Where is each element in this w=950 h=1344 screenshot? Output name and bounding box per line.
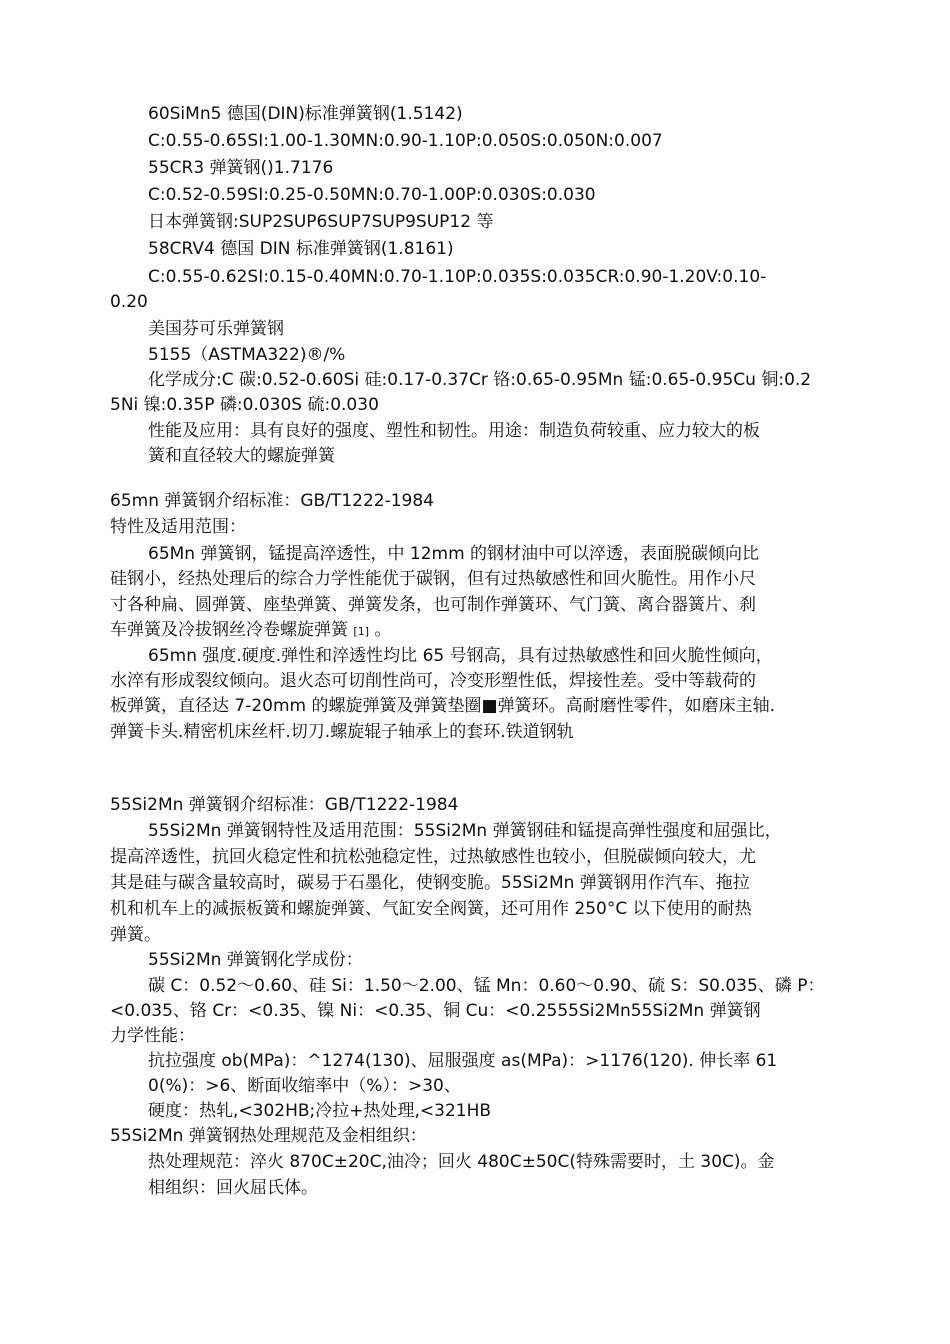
- text-line: 弹簧。: [110, 925, 161, 945]
- text-line: <0.035、铬 Cr：<0.35、镍 Ni：<0.35、铜 Cu：<0.2555Si2Mn55Si2Mn 弹簧钢: [110, 1001, 761, 1021]
- text-run: 。: [374, 620, 392, 640]
- text-line: 特性及适用范围：: [110, 517, 246, 537]
- text-line: C:0.55-0.62SI:0.15-0.40MN:0.70-1.10P:0.035S:0.035CR:0.90-1.20V:0.10-: [148, 267, 767, 287]
- text-line: 热处理规范：淬火 870C±20C,油冷；回火 480C±50C(特殊需要时，土 30C)。金: [148, 1152, 775, 1172]
- text-line: 碳 C：0.52〜0.60、硅 Si：1.50〜2.00、锰 Mn：0.60〜0.90、硫 S：S0.035、磷 P：: [148, 976, 825, 996]
- text-line: 5155（ASTMA322)®/%: [148, 345, 346, 365]
- text-run: 车弹簧及冷拔钢丝冷卷螺旋弹簧: [110, 620, 348, 640]
- text-line: 硅钢小，经热处理后的综合力学性能优于碳钢，但有过热敏感性和回火脆性。用作小尺: [110, 569, 756, 589]
- text-line: 性能及应用：具有良好的强度、塑性和韧性。用途：制造负荷较重、应力较大的板: [148, 421, 760, 441]
- text-line: 硬度：热轧,<302HB;冷拉+热处理,<321HB: [148, 1101, 492, 1121]
- text-line: 5Ni 镍:0.35P 磷:0.030S 硫:0.030: [110, 395, 379, 415]
- text-line: 美国芬可乐弹簧钢: [148, 319, 284, 339]
- text-line: 65mn 强度.硬度.弹性和淬透性均比 65 号钢高，具有过热敏感性和回火脆性倾向，: [148, 646, 773, 666]
- text-line: 55Si2Mn 弹簧钢特性及适用范围：55Si2Mn 弹簧钢硅和锰提高弹性强度和屈强比，: [148, 821, 782, 841]
- text-line: C:0.55-0.65SI:1.00-1.30MN:0.90-1.10P:0.050S:0.050N:0.007: [148, 131, 663, 151]
- text-line: 寸各种扁、圆弹簧、座垫弹簧、弹簧发条，也可制作弹簧环、气门簧、离合器簧片、刹: [110, 595, 756, 615]
- text-line: [110, 617, 391, 645]
- footnote-ref: [1]: [353, 625, 369, 638]
- text-line: 抗拉强度 ob(MPa)：^1274(130)、屈服强度 as(MPa)：>1176(120). 伸长率 61: [148, 1051, 778, 1071]
- text-line: 65Mn 弹簧钢，锰提高淬透性，中 12mm 的钢材油中可以淬透，表面脱碳倾向比: [148, 544, 760, 564]
- text-line: 58CRV4 德国 DIN 标准弹簧钢(1.8161): [148, 239, 454, 259]
- text-line: 力学性能：: [110, 1026, 195, 1046]
- section-heading: 55Si2Mn 弹簧钢介绍标准：GB/T1222-1984: [110, 795, 459, 815]
- text-line: 0.20: [110, 292, 148, 312]
- section-heading: 65mn 弹簧钢介绍标准：GB/T1222-1984: [110, 491, 434, 511]
- text-line: 55Si2Mn 弹簧钢热处理规范及金相组织：: [110, 1126, 427, 1146]
- text-line: 化学成分:C 碳:0.52-0.60Si 硅:0.17-0.37Cr 铬:0.65-0.95Mn 锰:0.65-0.95Cu 铜:0.2: [148, 370, 812, 390]
- text-line: 机和机车上的减振板簧和螺旋弹簧、气缸安全阀簧，还可用作 250°C 以下使用的耐热: [110, 899, 752, 919]
- text-line: 0(%)：>6、断面收缩率中（%）：>30、: [148, 1076, 461, 1096]
- text-line: 板弹簧，直径达 7-20mm 的螺旋弹簧及弹簧垫圈■弹簧环。高耐磨性零件，如磨床主轴.: [110, 696, 775, 716]
- text-line: 水淬有形成裂纹倾向。退火态可切削性尚可，冷变形塑性低，焊接性差。受中等载荷的: [110, 671, 756, 691]
- text-line: 簧和直径较大的螺旋弹簧: [148, 446, 335, 466]
- text-line: 相组织：回火屈氏体。: [148, 1178, 318, 1198]
- text-line: C:0.52-0.59SI:0.25-0.50MN:0.70-1.00P:0.030S:0.030: [148, 185, 596, 205]
- text-line: 55Si2Mn 弹簧钢化学成份：: [148, 950, 363, 970]
- text-line: 提高淬透性，抗回火稳定性和抗松弛稳定性，过热敏感性也较小，但脱碳倾向较大，尤: [110, 847, 756, 867]
- text-line: 其是硅与碳含量较高时，碳易于石墨化，使钢变脆。55Si2Mn 弹簧钢用作汽车、拖拉: [110, 873, 750, 893]
- text-line: 55CR3 弹簧钢()1.7176: [148, 158, 334, 178]
- text-line: 日本弹簧钢:SUP2SUP6SUP7SUP9SUP12 等: [148, 212, 494, 232]
- text-line: 弹簧卡头.精密机床丝杆.切刀.螺旋辊子轴承上的套环.铁道钢轨: [110, 722, 574, 742]
- text-line: 60SiMn5 德国(DIN)标准弹簧钢(1.5142): [148, 104, 463, 124]
